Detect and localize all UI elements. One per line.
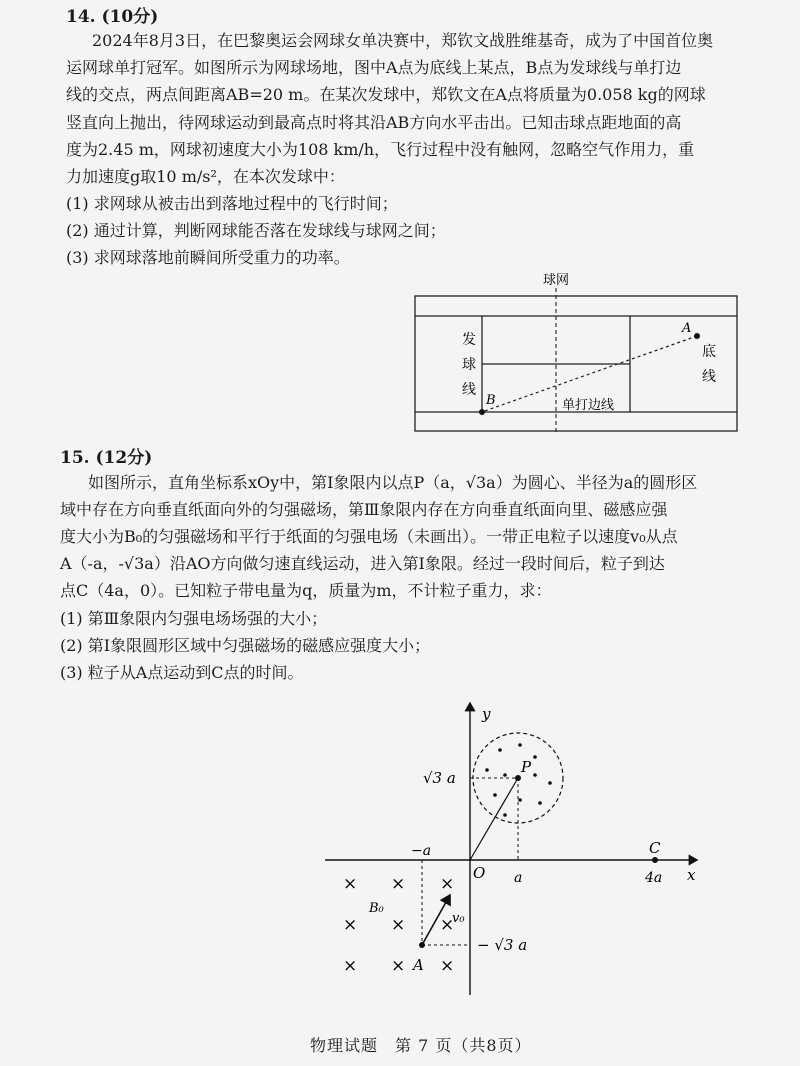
- svg-text:×: ×: [391, 956, 406, 976]
- point-c-label: C: [649, 839, 661, 857]
- serve-line-label-2: 球: [462, 357, 476, 373]
- point-p-label: P: [521, 758, 532, 776]
- svg-text:×: ×: [391, 874, 406, 894]
- q15-line-3: 度大小为B₀的匀强磁场和平行于纸面的匀强电场（未画出）。一带正电粒子以速度v₀从点: [60, 527, 678, 546]
- label-4a: 4a: [645, 870, 663, 886]
- q15-number: 15. (12分): [60, 448, 153, 468]
- svg-text:×: ×: [440, 874, 455, 894]
- label-a: a: [514, 870, 523, 886]
- svg-text:×: ×: [440, 956, 455, 976]
- point-a-dot: [694, 333, 700, 339]
- net-label: 球网: [543, 273, 570, 288]
- label-sqrt3a: √3 a: [423, 769, 456, 787]
- serve-line-label-3: 线: [462, 382, 476, 398]
- label-v0: v₀: [452, 911, 465, 926]
- q15-line-2: 域中存在方向垂直纸面向外的匀强磁场，第Ⅲ象限内存在方向垂直纸面向里、磁感应强: [60, 500, 668, 519]
- point-b-dot: [479, 409, 485, 415]
- q14-line-6: 力加速度g取10 m/s²，在本次发球中：: [66, 167, 345, 186]
- point-c-dot: [652, 857, 658, 863]
- q14-sub-1: (1) 求网球从被击出到落地过程中的飞行时间；: [66, 194, 398, 213]
- q15-line-4: A（-a，-√3a）沿AO方向做匀速直线运动，进入第Ⅰ象限。经过一段时间后，粒子到达: [60, 554, 665, 573]
- q15-sub-3: (3) 粒子从A点运动到C点的时间。: [60, 663, 304, 682]
- q15-sub-2: (2) 第Ⅰ象限圆形区域中匀强磁场的磁感应强度大小；: [60, 636, 431, 655]
- label-neg-a: −a: [411, 843, 432, 859]
- sideline-label: 单打边线: [562, 398, 615, 413]
- q14-line-1: 2024年8月3日，在巴黎奥运会网球女单决赛中，郑钦文战胜维基奇，成为了中国首位奥: [92, 31, 714, 50]
- point-a-label: A: [413, 956, 424, 974]
- q14-sub-3: (3) 求网球落地前瞬间所受重力的功率。: [66, 248, 350, 267]
- origin-label: O: [473, 864, 486, 882]
- point-a-label: A: [682, 321, 692, 336]
- field-crosses-in: [343, 874, 454, 976]
- svg-text:×: ×: [391, 915, 406, 935]
- q14-number: 14. (10分): [66, 7, 159, 27]
- q15-line-1: 如图所示，直角坐标系xOy中，第Ⅰ象限内以点P（a，√3a）为圆心、半径为a的圆形区: [88, 473, 698, 492]
- svg-text:×: ×: [440, 915, 455, 935]
- q14-sub-2: (2) 通过计算，判断网球能否落在发球线与球网之间；: [66, 221, 446, 240]
- svg-text:×: ×: [343, 956, 358, 976]
- coordinate-figure: [325, 695, 715, 1000]
- label-neg-sqrt3a: − √3 a: [477, 936, 528, 954]
- svg-text:×: ×: [343, 874, 358, 894]
- baseline-label-2: 线: [702, 369, 716, 385]
- q14-line-3: 线的交点，两点间距离AB=20 m。在某次发球中，郑钦文在A点将质量为0.058 kg的网球: [66, 85, 706, 104]
- q14-line-4: 竖直向上抛出，待网球运动到最高点时将其沿AB方向水平击出。已知击球点距地面的高: [66, 113, 682, 132]
- q14-line-5: 度为2.45 m，网球初速度大小为108 km/h，飞行过程中没有触网，忽略空气作用力，重: [66, 140, 695, 159]
- svg-text:×: ×: [343, 915, 358, 935]
- q15-sub-1: (1) 第Ⅲ象限内匀强电场场强的大小；: [60, 609, 328, 628]
- point-b-label: B: [486, 393, 496, 408]
- q15-line-5: 点C（4a，0）。已知粒子带电量为q，质量为m，不计粒子重力，求：: [60, 581, 552, 600]
- line-op: [470, 778, 518, 860]
- baseline-label-1: 底: [702, 344, 716, 360]
- q14-line-2: 运网球单打冠军。如图所示为网球场地，图中A点为底线上某点，B点为发球线与单打边: [66, 58, 682, 77]
- tennis-court-figure: [410, 270, 745, 435]
- label-b0: B₀: [369, 901, 384, 916]
- page-footer: 物理试题 第 7 页（共8页）: [310, 1036, 532, 1055]
- serve-line-label-1: 发: [462, 332, 476, 348]
- y-axis-label: y: [482, 705, 491, 723]
- x-axis-label: x: [687, 866, 696, 884]
